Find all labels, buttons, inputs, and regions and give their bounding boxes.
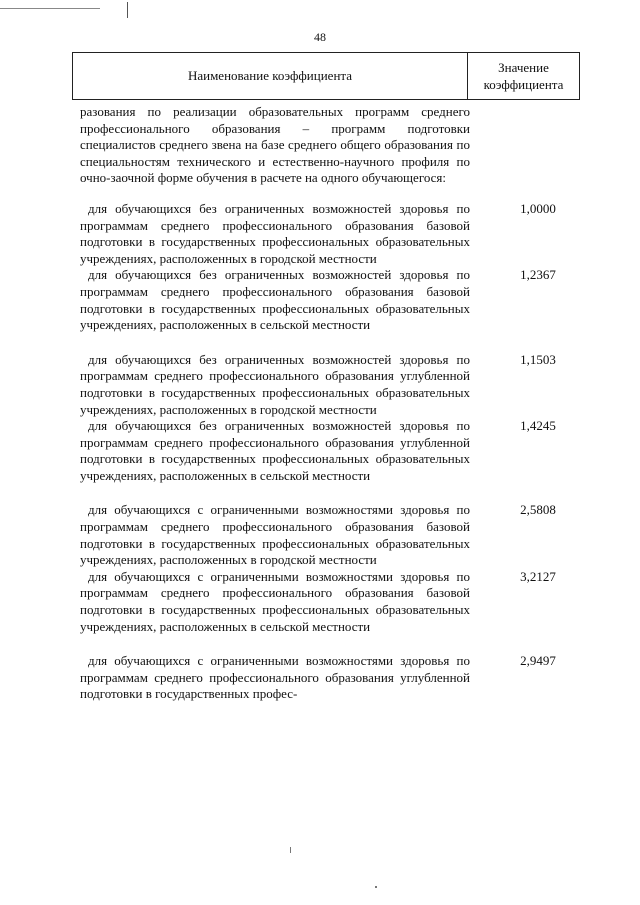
row-coefficient: 1,2367 <box>520 267 556 283</box>
table-row <box>80 418 580 484</box>
table-row <box>80 352 580 418</box>
row-description: для обучающихся без ограниченных возможностей здоровья по программам среднего профессионального образования углубленной подготовки в государственных профессиональных образовательных учреждениях, расположенных в городской местности <box>80 351 470 417</box>
row-description: для обучающихся с ограниченными возможностями здоровья по программам среднего профессионального образования базовой подготовки в государственных профессиональных образовательных учреждениях, расположенных в городской местности <box>80 502 470 568</box>
row-description: для обучающихся с ограниченными возможностями здоровья по программам среднего профессионального образования базовой подготовки в государственных профессиональных образовательных учреждениях, расположенных в сельской местности <box>80 568 470 634</box>
table-row <box>80 502 580 568</box>
scan-artifact-mark <box>290 847 291 853</box>
row-description: для обучающихся без ограниченных возможностей здоровья по программам среднего профессионального образования углубленной подготовки в государственных профессиональных образовательных учреждениях, расположенных в сельской местности <box>80 418 470 483</box>
table-row <box>80 267 580 333</box>
page-number: 48 <box>314 30 326 44</box>
table-row <box>80 653 580 703</box>
intro-paragraph: разования по реализации образовательных программ среднего профессионального образования – программ подготовки специалистов среднего звена на базе среднего общего образования по специальностям технического и естественно-научного профиля по очно-заочной форме обучения в расчете на одного обучающегося: <box>80 104 470 186</box>
row-description: для обучающихся без ограниченных возможностей здоровья по программам среднего профессионального образования базовой подготовки в государственных профессиональных образовательных учреждениях, расположенных в сельской местности <box>80 267 470 333</box>
scan-artifact-line <box>0 8 100 9</box>
row-description: для обучающихся без ограниченных возможностей здоровья по программам среднего профессионального образования базовой подготовки в государственных профессиональных образовательных учреждениях, расположенных в городской местности <box>80 200 470 266</box>
row-coefficient: 1,0000 <box>520 200 556 216</box>
table-row <box>80 569 580 635</box>
row-coefficient: 1,4245 <box>520 418 556 434</box>
row-coefficient: 2,9497 <box>520 653 556 669</box>
scan-artifact-dot <box>375 886 377 888</box>
table-row <box>80 201 580 267</box>
table-body <box>80 104 580 703</box>
row-description: для обучающихся с ограниченными возможностями здоровья по программам среднего профессионального образования углубленной подготовки в государственных профес- <box>80 653 470 702</box>
row-coefficient: 3,2127 <box>520 568 556 584</box>
header-coefficient-name: Наименование коэффициента <box>73 53 468 99</box>
table-header <box>72 52 580 100</box>
row-coefficient: 2,5808 <box>520 502 556 518</box>
row-coefficient: 1,1503 <box>520 351 556 367</box>
scan-artifact-tick <box>127 2 128 18</box>
header-coefficient-value: Значение коэффициента <box>483 60 564 92</box>
